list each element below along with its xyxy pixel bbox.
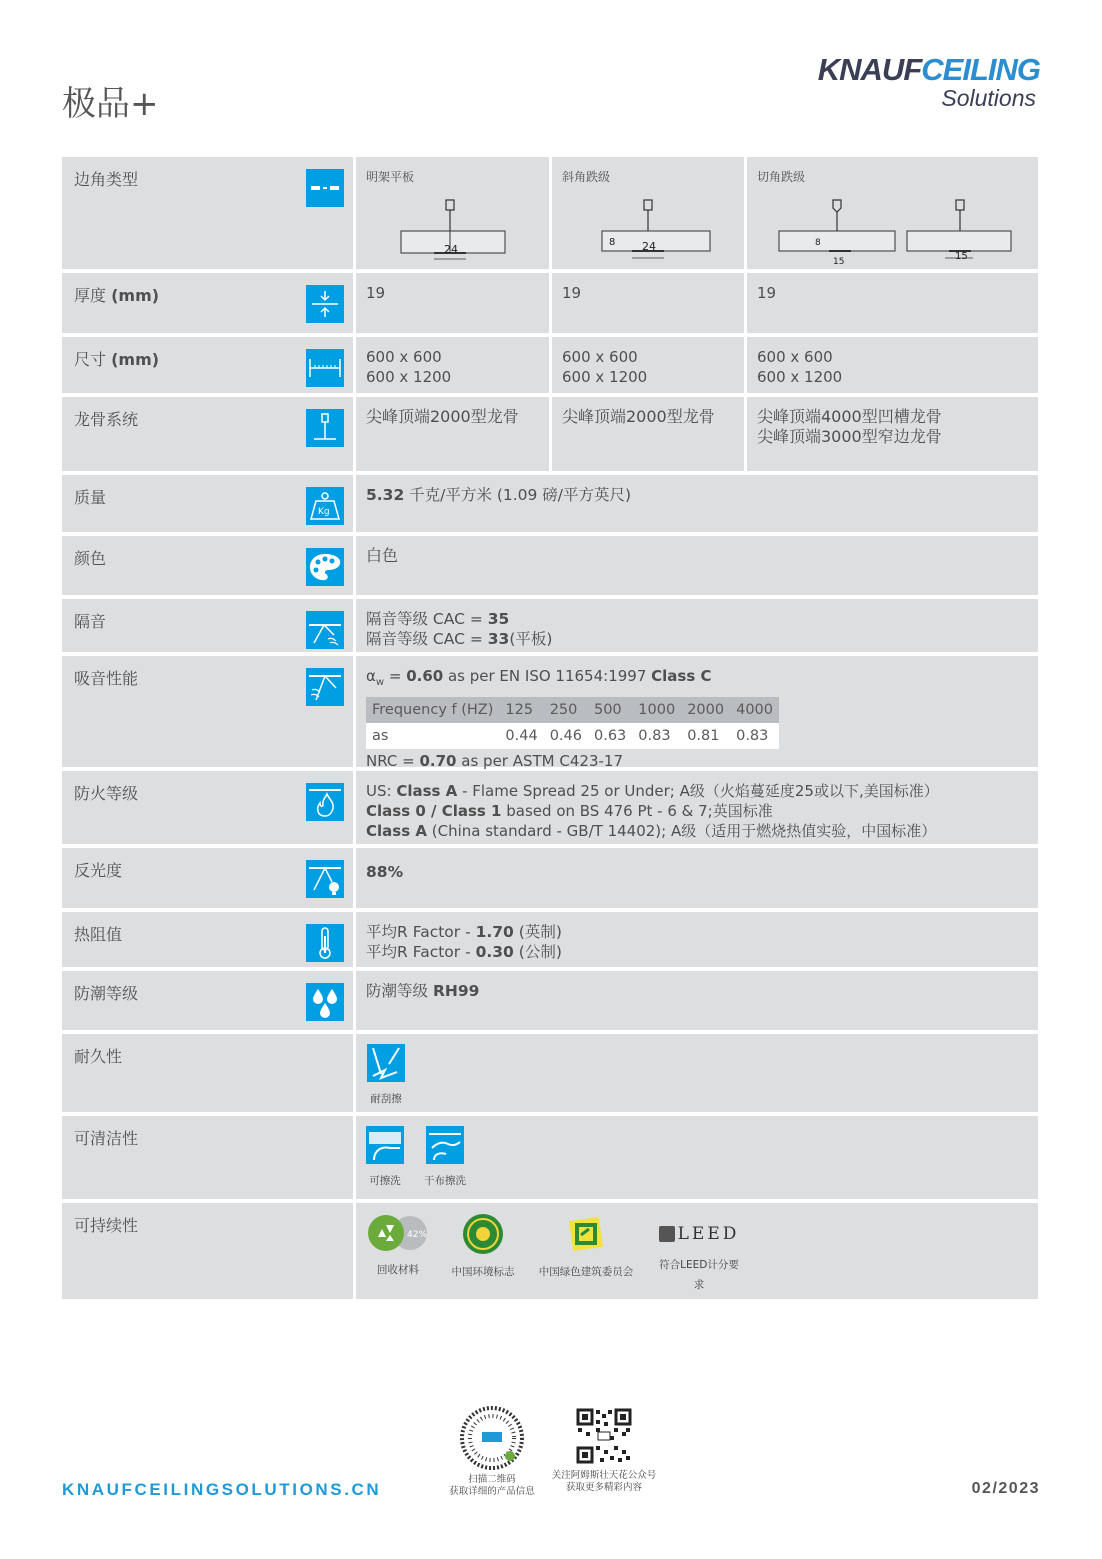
- logo-ceiling: CEILING: [921, 52, 1040, 87]
- recycled-label: 回收材料: [377, 1264, 419, 1276]
- dry-wipe-label: 干布擦洗: [424, 1175, 466, 1187]
- freq-head: 4000: [730, 697, 779, 723]
- page-title: 极品+: [62, 84, 159, 124]
- recycled-percent: 42%: [407, 1230, 428, 1240]
- row-label-absorption: [62, 656, 353, 767]
- grid-value-2: 尖峰顶端2000型龙骨: [552, 397, 744, 471]
- row-label-color: [62, 536, 353, 595]
- label-unit: (mm): [111, 286, 160, 305]
- cut-edge-drawing: [757, 187, 1027, 267]
- label-text: 厚度: [74, 286, 107, 305]
- freq-head: 1000: [632, 697, 681, 723]
- size-ruler-icon: [306, 349, 344, 387]
- leed-logo: [654, 1213, 744, 1255]
- weight-rest: 千克/平方米 (1.09 磅/平方英尺): [404, 486, 632, 504]
- cac-33: 33: [487, 630, 510, 648]
- fire-text: - Flame Spread 25 or Under; A级（火焰蔓延度25或以下,美国标准）: [457, 782, 939, 800]
- label-text: 尺寸: [74, 350, 107, 369]
- grid-value-1: 尖峰顶端2000型龙骨: [356, 397, 549, 471]
- recycled-badge: [366, 1213, 430, 1280]
- thickness-value-2: 19: [552, 273, 744, 333]
- row-label-thermal: [62, 912, 353, 967]
- size-b2: 600 x 1200: [562, 368, 648, 386]
- spec-table: [62, 157, 1038, 1303]
- dim-8-bevel: 8: [609, 237, 616, 248]
- size-b1: 600 x 600: [562, 348, 638, 366]
- fire-us: [366, 781, 1028, 801]
- cac-35: 35: [487, 610, 510, 628]
- alpha-value: 0.60: [406, 667, 444, 685]
- edge-col-cut: [747, 157, 1038, 269]
- palette-icon: [306, 548, 344, 586]
- thermal-imperial: [366, 922, 1028, 942]
- thermal-text: 平均R Factor -: [366, 943, 476, 961]
- row-label-grid: [62, 397, 353, 471]
- dim-24-bevel: 24: [642, 240, 656, 253]
- weight-value: [356, 475, 1038, 532]
- row-label-sound-isolation: [62, 599, 353, 652]
- freq-val: 0.46: [544, 723, 588, 749]
- row-reflectance: [62, 848, 1038, 908]
- thermometer-icon: [306, 924, 344, 962]
- china-env-badge: [448, 1213, 518, 1282]
- scratch-resistant-badge: [366, 1044, 406, 1109]
- product-info-qr[interactable]: [447, 1406, 537, 1498]
- document-date: 02/2023: [971, 1480, 1040, 1497]
- freq-val: 0.83: [632, 723, 681, 749]
- thickness-icon: [306, 285, 344, 323]
- washable-icon: [366, 1126, 404, 1164]
- cac-text: 隔音等级 CAC =: [366, 630, 488, 648]
- alpha-standard: as per EN ISO 11654:1997: [443, 667, 652, 685]
- grid-v3a: 尖峰顶端4000型凹槽龙骨: [757, 407, 942, 426]
- freq-head: 250: [544, 697, 588, 723]
- thermal-text: 平均R Factor -: [366, 923, 476, 941]
- recycle-icon: [366, 1213, 430, 1253]
- fire-values: [356, 771, 1038, 844]
- fire-icon: [306, 783, 344, 821]
- weight-number: 5.32: [366, 486, 405, 504]
- row-humidity: [62, 971, 1038, 1030]
- china-environmental-label-icon: [462, 1213, 504, 1255]
- freq-head: 125: [499, 697, 543, 723]
- label-text: 反光度: [74, 861, 123, 880]
- qr1-line1: 扫描二维码: [468, 1474, 516, 1485]
- leed-mark-icon: [659, 1226, 675, 1242]
- leed-badge: [654, 1213, 744, 1295]
- dry-wipe-icon: [426, 1126, 464, 1164]
- dim-24-board: 24: [444, 243, 458, 256]
- thickness-value-1: 19: [356, 273, 549, 333]
- cac-note: (平板): [509, 630, 553, 648]
- edge-profile-icon: [306, 169, 344, 207]
- row-label-size: [62, 337, 353, 393]
- row-weight: [62, 475, 1038, 532]
- frequency-value-row: [366, 723, 779, 749]
- label-text: 质量: [74, 488, 107, 507]
- cac-line-1: [366, 609, 1028, 629]
- grid-value-3: [747, 397, 1038, 471]
- freq-head: 2000: [681, 697, 730, 723]
- label-text: 龙骨系统: [74, 410, 139, 429]
- freq-head: 500: [588, 697, 632, 723]
- green-building-council-icon: [565, 1213, 607, 1255]
- alpha-class: Class C: [651, 667, 712, 685]
- row-edge: [62, 157, 1038, 269]
- board-edge-drawing: [366, 187, 536, 267]
- row-color: [62, 536, 1038, 595]
- row-label-cleanability: [62, 1116, 353, 1199]
- alpha-sub: w: [375, 677, 385, 688]
- sound-isolation-icon: [306, 611, 344, 649]
- row-size: [62, 337, 1038, 393]
- label-text: 可持续性: [74, 1216, 139, 1235]
- row-label-durability: [62, 1034, 353, 1112]
- frequency-table: [366, 697, 779, 749]
- alpha-symbol: α: [366, 667, 376, 685]
- leed-label: 符合LEED计分要求: [659, 1259, 739, 1291]
- freq-val: as: [366, 723, 499, 749]
- fire-class: Class A: [366, 822, 427, 840]
- grid-v3b: 尖峰顶端3000型窄边龙骨: [757, 427, 942, 446]
- dry-wipe-badge: [422, 1126, 468, 1191]
- edge-type-board: 明架平板: [366, 170, 415, 184]
- fire-cn: [366, 821, 1028, 841]
- fire-class: Class 0 / Class 1: [366, 802, 502, 820]
- nrc-text: NRC =: [366, 752, 420, 770]
- edge-type-bevel: 斜角跌级: [562, 170, 611, 184]
- light-reflectance-icon: [306, 860, 344, 898]
- qr2-line1: 关注阿姆斯壮天花公众号: [551, 1470, 657, 1481]
- knauf-logo: [818, 54, 1040, 110]
- size-values-3: [747, 337, 1038, 393]
- label-text: 耐久性: [74, 1047, 123, 1066]
- row-sustainability: [62, 1203, 1038, 1299]
- edge-col-board: [356, 157, 549, 269]
- humidity-rating: RH99: [432, 982, 480, 1000]
- row-cleanability: [62, 1116, 1038, 1199]
- size-a1: 600 x 600: [366, 348, 442, 366]
- sound-absorption-icon: [306, 668, 344, 706]
- cac-line-2: [366, 629, 1028, 649]
- leed-text: LEED: [677, 1224, 740, 1244]
- fire-uk: [366, 801, 1028, 821]
- row-absorption: [62, 656, 1038, 770]
- edge-type-cut: 切角跌级: [757, 170, 806, 184]
- freq-val: 0.63: [588, 723, 632, 749]
- grid-suspension-icon: [306, 409, 344, 447]
- durability-badges: [356, 1034, 1038, 1112]
- alpha-w-line: [366, 666, 1028, 693]
- dim-15-cut-b: 15: [955, 251, 968, 262]
- sustainability-badges: [356, 1203, 1038, 1299]
- dim-8-cut-a: 8: [815, 238, 821, 248]
- fire-text: based on BS 476 Pt - 6 & 7;英国标准: [501, 802, 773, 820]
- alpha-eq: =: [384, 667, 407, 685]
- cac-text: 隔音等级 CAC =: [366, 610, 488, 628]
- scratch-resistant-label: 耐刮擦: [370, 1093, 402, 1105]
- scratch-resistant-icon: [367, 1044, 405, 1082]
- reflectance-number: 88%: [366, 863, 404, 881]
- humidity-value: [356, 971, 1038, 1030]
- wechat-qr[interactable]: [551, 1406, 657, 1494]
- nrc-standard: as per ASTM C423-17: [456, 752, 623, 770]
- fire-class: Class A: [396, 782, 458, 800]
- row-label-edge: [62, 157, 353, 269]
- reflectance-value: [356, 848, 1038, 908]
- washable-label: 可擦洗: [369, 1175, 401, 1187]
- nrc-value: 0.70: [419, 752, 457, 770]
- bevel-edge-drawing: [562, 187, 732, 267]
- label-text: 隔音: [74, 612, 107, 631]
- label-unit: (mm): [111, 350, 160, 369]
- thickness-value-3: 19: [747, 273, 1038, 333]
- nrc-line: [366, 751, 1028, 771]
- green-building-badge: [536, 1213, 636, 1282]
- size-values-2: [552, 337, 744, 393]
- fire-text: (China standard - GB/T 14402); A级（适用于燃烧热值实验，中国标准）: [426, 822, 937, 840]
- thermal-number: 1.70: [475, 923, 514, 941]
- row-sound-isolation: [62, 599, 1038, 652]
- row-label-weight: [62, 475, 353, 532]
- website-link[interactable]: KNAUFCEILINGSOLUTIONS.CN: [62, 1480, 382, 1499]
- thermal-metric: [366, 942, 1028, 962]
- row-durability: [62, 1034, 1038, 1112]
- size-c1: 600 x 600: [757, 348, 833, 366]
- row-grid: [62, 397, 1038, 471]
- washable-badge: [366, 1126, 404, 1191]
- freq-val: 0.81: [681, 723, 730, 749]
- dim-15-cut-a: 15: [833, 257, 845, 267]
- size-values-1: [356, 337, 549, 393]
- size-a2: 600 x 1200: [366, 368, 452, 386]
- row-fire: [62, 771, 1038, 844]
- sound-isolation-values: [356, 599, 1038, 652]
- green-building-label: 中国绿色建筑委员会: [538, 1266, 634, 1278]
- qr1-line2: 获取详细的产品信息: [449, 1486, 535, 1497]
- row-label-fire: [62, 771, 353, 844]
- row-thickness: [62, 273, 1038, 333]
- row-label-humidity: [62, 971, 353, 1030]
- label-text: 防火等级: [74, 784, 139, 803]
- label-text: 颜色: [74, 549, 107, 568]
- water-drops-icon: [306, 983, 344, 1021]
- logo-knauf: KNAUF: [817, 52, 922, 87]
- row-thermal: [62, 912, 1038, 967]
- freq-val: 0.44: [499, 723, 543, 749]
- label-text: 边角类型: [74, 170, 139, 189]
- qr2-line2: 获取更多精彩内容: [565, 1482, 642, 1493]
- china-env-label: 中国环境标志: [451, 1266, 515, 1278]
- logo-solutions: Solutions: [941, 85, 1036, 111]
- label-text: 可清洁性: [74, 1129, 139, 1148]
- label-text: 防潮等级: [74, 984, 139, 1003]
- row-label-thickness: [62, 273, 353, 333]
- thermal-number: 0.30: [475, 943, 514, 961]
- label-text: 热阻值: [74, 925, 123, 944]
- color-value: 白色: [356, 536, 1038, 595]
- size-c2: 600 x 1200: [757, 368, 843, 386]
- wechat-qr-code-icon: [574, 1406, 634, 1466]
- weight-kg-icon: [306, 487, 344, 525]
- freq-head: Frequency f (HZ): [366, 697, 499, 723]
- cleanability-badges: [356, 1116, 1038, 1199]
- thermal-unit: (英制): [513, 923, 562, 941]
- label-text: 吸音性能: [74, 669, 139, 688]
- frequency-header-row: [366, 697, 779, 723]
- edge-col-bevel: [552, 157, 744, 269]
- fire-text: US:: [366, 782, 397, 800]
- humidity-text: 防潮等级: [366, 982, 433, 1000]
- freq-val: 0.83: [730, 723, 779, 749]
- row-label-sustainability: [62, 1203, 353, 1299]
- thermal-values: [356, 912, 1038, 967]
- row-label-reflectance: [62, 848, 353, 908]
- absorption-values: [356, 656, 1038, 770]
- thermal-unit: (公制): [513, 943, 562, 961]
- kg-text: Kg: [318, 507, 330, 517]
- product-qr-code-icon: [460, 1406, 524, 1470]
